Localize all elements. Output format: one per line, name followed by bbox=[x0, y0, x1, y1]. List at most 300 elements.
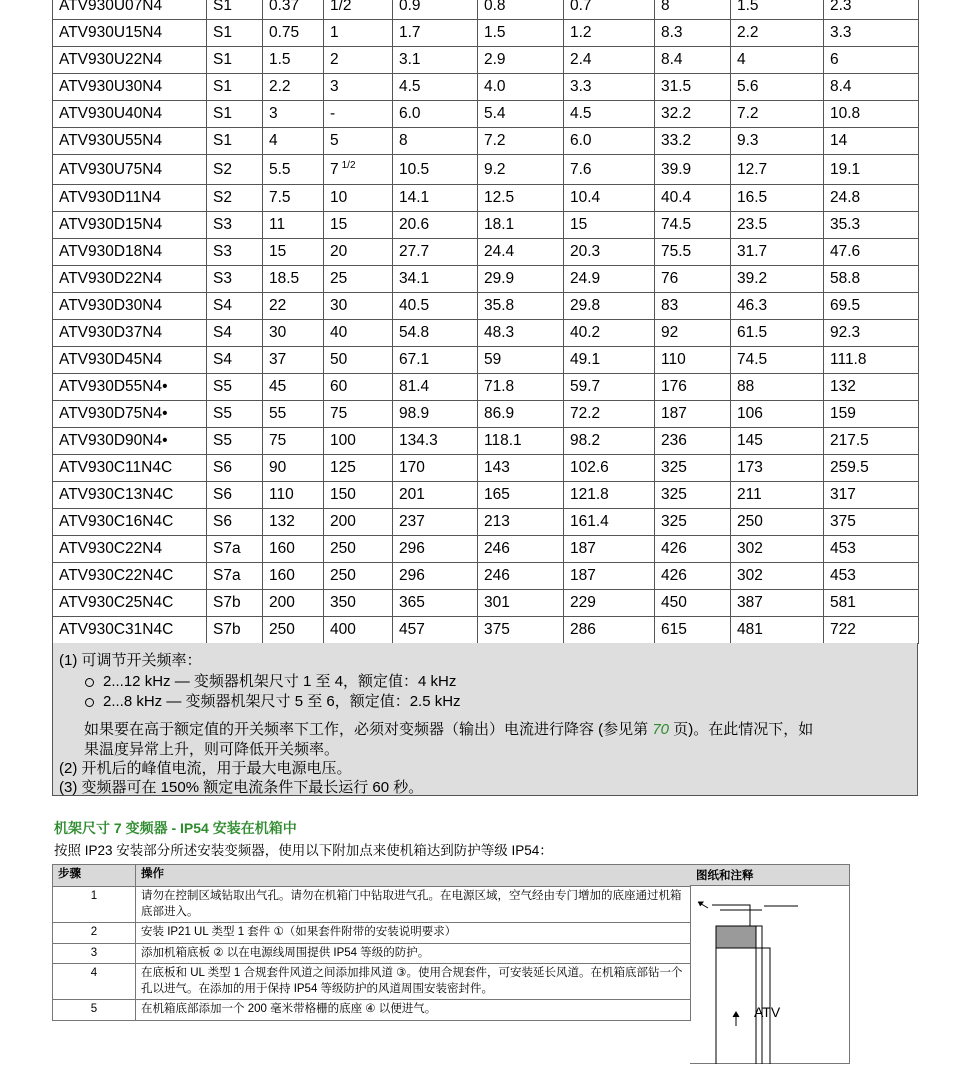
circle-bullet-icon bbox=[85, 678, 94, 687]
table-cell: 37 bbox=[263, 347, 324, 374]
table-cell: 250 bbox=[731, 509, 824, 536]
table-cell: 0.75 bbox=[263, 20, 324, 47]
table-cell: 426 bbox=[655, 536, 731, 563]
table-cell: 90 bbox=[263, 455, 324, 482]
drive-spec-table bbox=[52, 0, 919, 644]
table-row bbox=[53, 20, 919, 47]
table-cell: 0.8 bbox=[478, 0, 564, 20]
table-cell: 7.5 bbox=[263, 185, 324, 212]
table-cell: 5 bbox=[324, 128, 393, 155]
table-cell: 98.2 bbox=[564, 428, 655, 455]
table-row bbox=[53, 47, 919, 74]
table-cell: 75.5 bbox=[655, 239, 731, 266]
table-cell: 23.5 bbox=[731, 212, 824, 239]
table-cell: 187 bbox=[564, 563, 655, 590]
table-cell: 8.3 bbox=[655, 20, 731, 47]
table-cell: 426 bbox=[655, 563, 731, 590]
table-cell: 8.4 bbox=[655, 47, 731, 74]
table-cell: S6 bbox=[207, 509, 263, 536]
table-cell: 246 bbox=[478, 536, 564, 563]
table-row bbox=[53, 347, 919, 374]
table-cell: S4 bbox=[207, 320, 263, 347]
steps-table bbox=[52, 864, 691, 1021]
table-cell: 24.9 bbox=[564, 266, 655, 293]
table-cell: 88 bbox=[731, 374, 824, 401]
table-cell: 8.4 bbox=[824, 74, 919, 101]
table-cell: 160 bbox=[263, 536, 324, 563]
table-cell: 24.4 bbox=[478, 239, 564, 266]
table-cell: 453 bbox=[824, 563, 919, 590]
table-cell: 50 bbox=[324, 347, 393, 374]
table-row bbox=[53, 401, 919, 428]
table-cell: S3 bbox=[207, 239, 263, 266]
table-cell: 8 bbox=[393, 128, 478, 155]
model-cell: ATV930C13N4C bbox=[53, 482, 207, 509]
table-cell: 3.3 bbox=[564, 74, 655, 101]
table-cell: 211 bbox=[731, 482, 824, 509]
model-cell: ATV930D30N4 bbox=[53, 293, 207, 320]
table-cell: 83 bbox=[655, 293, 731, 320]
table-row bbox=[53, 293, 919, 320]
note-3: (3) 变频器可在 150% 额定电流条件下最长运行 60 秒。 bbox=[59, 779, 424, 796]
model-cell: ATV930D22N4 bbox=[53, 266, 207, 293]
table-cell: 6.0 bbox=[393, 101, 478, 128]
table-cell: 581 bbox=[824, 590, 919, 617]
table-cell: S7b bbox=[207, 617, 263, 644]
table-cell: 7.6 bbox=[564, 155, 655, 185]
table-cell: 365 bbox=[393, 590, 478, 617]
table-cell: 5.6 bbox=[731, 74, 824, 101]
model-cell: ATV930D55N4• bbox=[53, 374, 207, 401]
table-cell: 4.5 bbox=[564, 101, 655, 128]
table-cell: 3.3 bbox=[824, 20, 919, 47]
table-cell: S3 bbox=[207, 212, 263, 239]
table-cell: 1 bbox=[324, 20, 393, 47]
table-cell: 67.1 bbox=[393, 347, 478, 374]
steps-col-step: 步骤 bbox=[53, 865, 136, 887]
table-cell: 296 bbox=[393, 536, 478, 563]
table-cell: 35.3 bbox=[824, 212, 919, 239]
model-cell: ATV930D90N4• bbox=[53, 428, 207, 455]
table-cell: 61.5 bbox=[731, 320, 824, 347]
table-cell: 40.4 bbox=[655, 185, 731, 212]
table-cell: 24.8 bbox=[824, 185, 919, 212]
table-cell: 2.2 bbox=[731, 20, 824, 47]
table-cell: 16.5 bbox=[731, 185, 824, 212]
table-row bbox=[53, 536, 919, 563]
table-cell: 217.5 bbox=[824, 428, 919, 455]
table-cell: 2.9 bbox=[478, 47, 564, 74]
table-cell: 59 bbox=[478, 347, 564, 374]
table-cell: 125 bbox=[324, 455, 393, 482]
table-cell: 4 bbox=[731, 47, 824, 74]
table-cell: 15 bbox=[263, 239, 324, 266]
table-cell: 19.1 bbox=[824, 155, 919, 185]
table-cell: 14 bbox=[824, 128, 919, 155]
table-cell: S7a bbox=[207, 563, 263, 590]
table-cell: 30 bbox=[324, 293, 393, 320]
note-1-title: (1) 可调节开关频率： bbox=[59, 652, 202, 669]
step-action: 请勿在控制区域钻取出气孔。请勿在机箱门中钻取进气孔。在电源区域，空气经由专门增加的底座通过机箱底部进入。 bbox=[136, 887, 691, 923]
table-cell: 160 bbox=[263, 563, 324, 590]
table-cell: 10.5 bbox=[393, 155, 478, 185]
table-cell: 4.5 bbox=[393, 74, 478, 101]
table-cell: 2.4 bbox=[564, 47, 655, 74]
table-cell: 40 bbox=[324, 320, 393, 347]
table-cell: 15 bbox=[564, 212, 655, 239]
steps-col-action: 操作 bbox=[136, 865, 691, 887]
table-cell: 54.8 bbox=[393, 320, 478, 347]
table-cell: 325 bbox=[655, 509, 731, 536]
diagram-column bbox=[690, 864, 850, 1064]
table-cell: S3 bbox=[207, 266, 263, 293]
table-cell: 98.9 bbox=[393, 401, 478, 428]
table-row bbox=[53, 128, 919, 155]
circle-bullet-icon bbox=[85, 698, 94, 707]
model-cell: ATV930C16N4C bbox=[53, 509, 207, 536]
table-cell: S5 bbox=[207, 401, 263, 428]
table-cell: 457 bbox=[393, 617, 478, 644]
table-cell: 74.5 bbox=[655, 212, 731, 239]
table-cell: 18.1 bbox=[478, 212, 564, 239]
table-cell: 10 bbox=[324, 185, 393, 212]
table-cell: 86.9 bbox=[478, 401, 564, 428]
step-row bbox=[53, 964, 691, 1000]
table-cell: 375 bbox=[478, 617, 564, 644]
table-cell: 55 bbox=[263, 401, 324, 428]
table-cell: 400 bbox=[324, 617, 393, 644]
table-cell: 481 bbox=[731, 617, 824, 644]
table-cell: 40.5 bbox=[393, 293, 478, 320]
table-cell: 111.8 bbox=[824, 347, 919, 374]
table-cell: 72.2 bbox=[564, 401, 655, 428]
table-cell: 250 bbox=[324, 563, 393, 590]
table-cell: 33.2 bbox=[655, 128, 731, 155]
model-cell: ATV930C22N4C bbox=[53, 563, 207, 590]
model-cell: ATV930C25N4C bbox=[53, 590, 207, 617]
table-cell: 259.5 bbox=[824, 455, 919, 482]
step-number: 1 bbox=[53, 887, 136, 923]
table-cell: 0.37 bbox=[263, 0, 324, 20]
step-action: 添加机箱底板 ② 以在电源线周围提供 IP54 等级的防护。 bbox=[136, 943, 691, 964]
table-row bbox=[53, 74, 919, 101]
table-cell: 159 bbox=[824, 401, 919, 428]
table-cell: 250 bbox=[263, 617, 324, 644]
table-cell: 12.7 bbox=[731, 155, 824, 185]
table-cell: 12.5 bbox=[478, 185, 564, 212]
table-cell: 1.2 bbox=[564, 20, 655, 47]
table-cell: 71.8 bbox=[478, 374, 564, 401]
table-cell: 9.3 bbox=[731, 128, 824, 155]
table-cell: 302 bbox=[731, 536, 824, 563]
table-cell: 75 bbox=[324, 401, 393, 428]
table-cell: 387 bbox=[731, 590, 824, 617]
table-row bbox=[53, 185, 919, 212]
table-cell: 31.7 bbox=[731, 239, 824, 266]
table-cell: 229 bbox=[564, 590, 655, 617]
table-cell: - bbox=[324, 101, 393, 128]
table-row bbox=[53, 455, 919, 482]
table-cell: 615 bbox=[655, 617, 731, 644]
table-cell: 161.4 bbox=[564, 509, 655, 536]
note-1-paragraph: 如果要在高于额定值的开关频率下工作，必须对变频器（输出）电流进行降容 (参见第 70 页)。在此情况下，如 bbox=[84, 721, 814, 738]
table-cell: 173 bbox=[731, 455, 824, 482]
table-cell: 9.2 bbox=[478, 155, 564, 185]
table-cell: 7.2 bbox=[478, 128, 564, 155]
table-cell: 48.3 bbox=[478, 320, 564, 347]
table-cell: 106 bbox=[731, 401, 824, 428]
model-cell: ATV930U40N4 bbox=[53, 101, 207, 128]
table-cell: S1 bbox=[207, 20, 263, 47]
model-cell: ATV930U55N4 bbox=[53, 128, 207, 155]
step-number: 4 bbox=[53, 964, 136, 1000]
model-cell: ATV930D18N4 bbox=[53, 239, 207, 266]
table-cell: 201 bbox=[393, 482, 478, 509]
table-cell: S1 bbox=[207, 128, 263, 155]
install-steps bbox=[52, 864, 851, 1064]
table-cell: 81.4 bbox=[393, 374, 478, 401]
table-cell: 1/2 bbox=[324, 0, 393, 20]
table-cell: 34.1 bbox=[393, 266, 478, 293]
table-row bbox=[53, 482, 919, 509]
table-cell: 450 bbox=[655, 590, 731, 617]
table-cell: S1 bbox=[207, 101, 263, 128]
table-cell: 39.9 bbox=[655, 155, 731, 185]
step-number: 3 bbox=[53, 943, 136, 964]
table-cell: S1 bbox=[207, 74, 263, 101]
table-cell: 302 bbox=[731, 563, 824, 590]
step-action: 安装 IP21 UL 类型 1 套件 ①（如果套件附带的安装说明要求） bbox=[136, 923, 691, 944]
steps-col-diagram: 图纸和注释 bbox=[690, 865, 849, 886]
model-cell: ATV930U22N4 bbox=[53, 47, 207, 74]
table-cell: 0.7 bbox=[564, 0, 655, 20]
note-1-bullet-1: 2...12 kHz — 变频器机架尺寸 1 至 4，额定值：4 kHz bbox=[85, 670, 456, 691]
table-cell: S5 bbox=[207, 374, 263, 401]
model-cell: ATV930C22N4 bbox=[53, 536, 207, 563]
table-cell: 6.0 bbox=[564, 128, 655, 155]
note-1-bullet-2: 2...8 kHz — 变频器机架尺寸 5 至 6，额定值：2.5 kHz bbox=[85, 690, 461, 711]
table-cell: 58.8 bbox=[824, 266, 919, 293]
table-cell: 31.5 bbox=[655, 74, 731, 101]
model-cell: ATV930C11N4C bbox=[53, 455, 207, 482]
table-cell: 60 bbox=[324, 374, 393, 401]
note-1-paragraph-cont: 果温度异常上升，则可降低开关频率。 bbox=[84, 741, 340, 758]
table-cell: 5.5 bbox=[263, 155, 324, 185]
table-cell: 25 bbox=[324, 266, 393, 293]
table-cell: 317 bbox=[824, 482, 919, 509]
table-cell: 200 bbox=[263, 590, 324, 617]
step-row bbox=[53, 943, 691, 964]
table-cell: 110 bbox=[655, 347, 731, 374]
table-cell: 35.8 bbox=[478, 293, 564, 320]
table-cell: 236 bbox=[655, 428, 731, 455]
step-row bbox=[53, 923, 691, 944]
enclosure-diagram bbox=[690, 886, 848, 1064]
table-cell: 375 bbox=[824, 509, 919, 536]
table-cell: 4.0 bbox=[478, 74, 564, 101]
model-cell: ATV930U15N4 bbox=[53, 20, 207, 47]
table-cell: 7 $^{1/2}$ bbox=[324, 155, 393, 185]
table-cell: 176 bbox=[655, 374, 731, 401]
section-heading: 机架尺寸 7 变频器 - IP54 安装在机箱中 bbox=[54, 820, 297, 836]
table-cell: 296 bbox=[393, 563, 478, 590]
table-cell: 7.2 bbox=[731, 101, 824, 128]
table-cell: 3 bbox=[263, 101, 324, 128]
table-cell: 5.4 bbox=[478, 101, 564, 128]
table-cell: 20.3 bbox=[564, 239, 655, 266]
table-cell: 27.7 bbox=[393, 239, 478, 266]
table-cell: 10.4 bbox=[564, 185, 655, 212]
table-cell: 4 bbox=[263, 128, 324, 155]
model-cell: ATV930D45N4 bbox=[53, 347, 207, 374]
table-row bbox=[53, 509, 919, 536]
model-cell: ATV930U30N4 bbox=[53, 74, 207, 101]
table-cell: 325 bbox=[655, 455, 731, 482]
step-row bbox=[53, 1000, 691, 1021]
table-row bbox=[53, 374, 919, 401]
footnotes-box bbox=[52, 643, 918, 796]
table-row bbox=[53, 617, 919, 644]
table-cell: 69.5 bbox=[824, 293, 919, 320]
table-row bbox=[53, 101, 919, 128]
table-cell: 250 bbox=[324, 536, 393, 563]
model-cell: ATV930C31N4C bbox=[53, 617, 207, 644]
table-cell: 453 bbox=[824, 536, 919, 563]
table-cell: 301 bbox=[478, 590, 564, 617]
table-cell: 49.1 bbox=[564, 347, 655, 374]
table-cell: 1.5 bbox=[478, 20, 564, 47]
table-cell: 150 bbox=[324, 482, 393, 509]
table-cell: S1 bbox=[207, 47, 263, 74]
table-cell: 76 bbox=[655, 266, 731, 293]
step-number: 5 bbox=[53, 1000, 136, 1021]
table-row bbox=[53, 590, 919, 617]
table-cell: 1.7 bbox=[393, 20, 478, 47]
model-cell: ATV930U07N4 bbox=[53, 0, 207, 20]
table-cell: 30 bbox=[263, 320, 324, 347]
table-cell: 59.7 bbox=[564, 374, 655, 401]
fraction-superscript: 1/2 bbox=[341, 159, 356, 171]
table-cell: 100 bbox=[324, 428, 393, 455]
note-2: (2) 开机后的峰值电流，用于最大电源电压。 bbox=[59, 760, 352, 777]
table-cell: 118.1 bbox=[478, 428, 564, 455]
table-row bbox=[53, 428, 919, 455]
table-cell: S1 bbox=[207, 0, 263, 20]
table-row bbox=[53, 266, 919, 293]
table-cell: 102.6 bbox=[564, 455, 655, 482]
table-cell: 121.8 bbox=[564, 482, 655, 509]
table-cell: 39.2 bbox=[731, 266, 824, 293]
table-cell: 187 bbox=[655, 401, 731, 428]
step-action: 在底板和 UL 类型 1 合规套件风道之间添加排风道 ③。使用合规套件，可安装延长风道。在机箱底部钻一个孔以进气。在添加的用于保持 IP54 等级防护的风道周围安装密封件。 bbox=[136, 964, 691, 1000]
table-cell: S4 bbox=[207, 347, 263, 374]
model-cell: ATV930U75N4 bbox=[53, 155, 207, 185]
table-cell: 3 bbox=[324, 74, 393, 101]
step-row bbox=[53, 887, 691, 923]
table-cell: 350 bbox=[324, 590, 393, 617]
table-cell: 200 bbox=[324, 509, 393, 536]
table-cell: 213 bbox=[478, 509, 564, 536]
page-link[interactable]: 70 bbox=[652, 721, 670, 738]
model-cell: ATV930D15N4 bbox=[53, 212, 207, 239]
table-cell: 75 bbox=[263, 428, 324, 455]
table-cell: 187 bbox=[564, 536, 655, 563]
table-cell: 286 bbox=[564, 617, 655, 644]
table-cell: 6 bbox=[824, 47, 919, 74]
table-cell: S7a bbox=[207, 536, 263, 563]
table-cell: 46.3 bbox=[731, 293, 824, 320]
table-cell: 18.5 bbox=[263, 266, 324, 293]
table-cell: 8 bbox=[655, 0, 731, 20]
step-action: 在机箱底部添加一个 200 毫米带格栅的底座 ④ 以便进气。 bbox=[136, 1000, 691, 1021]
table-cell: 40.2 bbox=[564, 320, 655, 347]
table-cell: 132 bbox=[824, 374, 919, 401]
table-cell: 2 bbox=[324, 47, 393, 74]
table-cell: 29.8 bbox=[564, 293, 655, 320]
table-cell: 0.9 bbox=[393, 0, 478, 20]
model-cell: ATV930D37N4 bbox=[53, 320, 207, 347]
table-cell: 20 bbox=[324, 239, 393, 266]
table-cell: 32.2 bbox=[655, 101, 731, 128]
table-cell: 145 bbox=[731, 428, 824, 455]
table-cell: S5 bbox=[207, 428, 263, 455]
table-cell: S7b bbox=[207, 590, 263, 617]
table-cell: 1.5 bbox=[263, 47, 324, 74]
table-cell: 92 bbox=[655, 320, 731, 347]
table-row bbox=[53, 320, 919, 347]
table-cell: S2 bbox=[207, 185, 263, 212]
diagram-atv-label: ATV bbox=[754, 1004, 781, 1020]
table-cell: S6 bbox=[207, 455, 263, 482]
table-cell: 246 bbox=[478, 563, 564, 590]
table-cell: 325 bbox=[655, 482, 731, 509]
table-cell: 3.1 bbox=[393, 47, 478, 74]
table-cell: 15 bbox=[324, 212, 393, 239]
table-cell: 110 bbox=[263, 482, 324, 509]
table-cell: 92.3 bbox=[824, 320, 919, 347]
table-cell: 134.3 bbox=[393, 428, 478, 455]
table-row bbox=[53, 239, 919, 266]
model-cell: ATV930D11N4 bbox=[53, 185, 207, 212]
section-intro: 按照 IP23 安装部分所述安装变频器，使用以下附加点来使机箱达到防护等级 IP54： bbox=[54, 843, 553, 858]
table-cell: S6 bbox=[207, 482, 263, 509]
model-cell: ATV930D75N4• bbox=[53, 401, 207, 428]
table-cell: 143 bbox=[478, 455, 564, 482]
table-cell: 20.6 bbox=[393, 212, 478, 239]
table-cell: 11 bbox=[263, 212, 324, 239]
table-cell: 132 bbox=[263, 509, 324, 536]
table-cell: 10.8 bbox=[824, 101, 919, 128]
table-cell: 74.5 bbox=[731, 347, 824, 374]
table-row bbox=[53, 0, 919, 20]
table-row bbox=[53, 212, 919, 239]
table-cell: 29.9 bbox=[478, 266, 564, 293]
table-cell: 1.5 bbox=[731, 0, 824, 20]
table-cell: 14.1 bbox=[393, 185, 478, 212]
table-cell: 722 bbox=[824, 617, 919, 644]
table-cell: 2.2 bbox=[263, 74, 324, 101]
table-cell: 170 bbox=[393, 455, 478, 482]
table-cell: 45 bbox=[263, 374, 324, 401]
table-cell: 47.6 bbox=[824, 239, 919, 266]
step-number: 2 bbox=[53, 923, 136, 944]
table-row bbox=[53, 155, 919, 185]
table-cell: 2.3 bbox=[824, 0, 919, 20]
table-row bbox=[53, 563, 919, 590]
table-cell: S2 bbox=[207, 155, 263, 185]
table-cell: 165 bbox=[478, 482, 564, 509]
table-cell: 22 bbox=[263, 293, 324, 320]
